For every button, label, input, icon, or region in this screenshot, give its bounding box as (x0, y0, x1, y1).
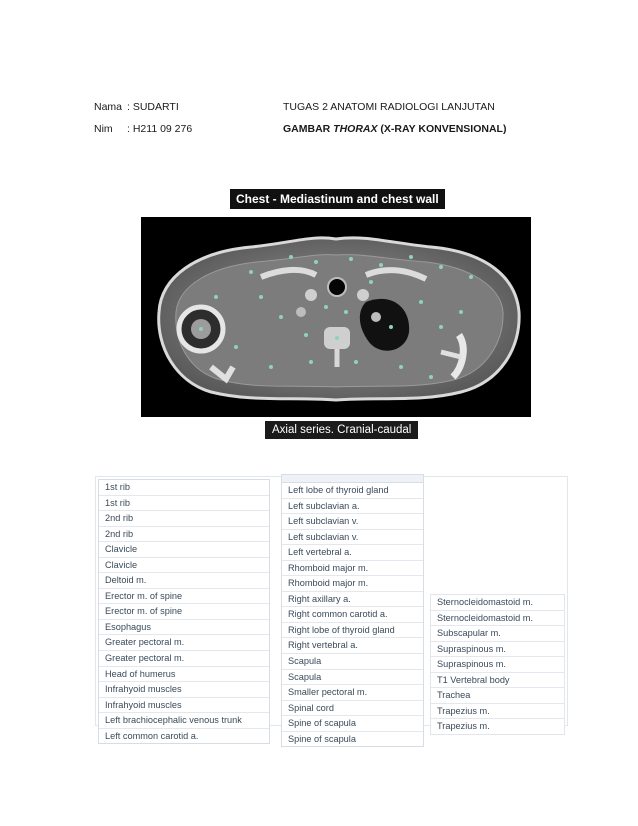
legend-item: Scapula (282, 654, 423, 670)
nim-value: : H211 09 276 (127, 123, 193, 135)
legend-item: Right lobe of thyroid gland (282, 623, 423, 639)
ct-scan-drawing (141, 217, 531, 417)
anatomy-legend-table (95, 476, 568, 744)
legend-item: Greater pectoral m. (99, 635, 269, 651)
legend-item: Rhomboid major m. (282, 561, 423, 577)
document-subtitle (283, 123, 506, 135)
legend-item: Subscapular m. (431, 626, 564, 642)
task-title: TUGAS 2 ANATOMI RADIOLOGI LANJUTAN (283, 101, 495, 113)
legend-item: Sternocleidomastoid m. (431, 611, 564, 627)
subtitle-pre: GAMBAR (283, 123, 334, 135)
scan-caption: Axial series. Cranial-caudal (265, 421, 418, 439)
scan-title: Chest - Mediastinum and chest wall (230, 189, 445, 209)
legend-item: Clavicle (99, 558, 269, 574)
subtitle-post: (X-RAY KONVENSIONAL) (377, 123, 507, 135)
legend-item: T1 Vertebral body (431, 673, 564, 689)
legend-item: 2nd rib (99, 527, 269, 543)
nim-label: Nim (94, 123, 113, 135)
legend-item: Esophagus (99, 620, 269, 636)
legend-item: 1st rib (99, 496, 269, 512)
legend-item: Spine of scapula (282, 716, 423, 732)
legend-item: Supraspinous m. (431, 657, 564, 673)
legend-column-1 (98, 479, 270, 744)
legend-item: 1st rib (99, 480, 269, 496)
legend-item: Head of humerus (99, 667, 269, 683)
legend-item: Left subclavian v. (282, 530, 423, 546)
legend-item: 2nd rib (99, 511, 269, 527)
legend-item: Left common carotid a. (105, 730, 199, 741)
legend-item: Supraspinous m. (431, 642, 564, 658)
legend-item: Scapula (282, 670, 423, 686)
legend-item: Left brachiocephalic venous trunk (99, 713, 269, 729)
legend-item: Right vertebral a. (282, 638, 423, 654)
legend-item: Spinal cord (282, 701, 423, 717)
legend-item: Trapezius m. (431, 704, 564, 720)
legend-item: Left lobe of thyroid gland (282, 483, 423, 499)
legend-item: Trapezius m. (437, 721, 490, 732)
legend-column-3 (430, 594, 565, 735)
legend-item: Left subclavian a. (282, 499, 423, 515)
legend-item: Left vertebral a. (282, 545, 423, 561)
legend-item: Infrahyoid muscles (99, 698, 269, 714)
legend-item: Spine of scapula (288, 733, 356, 744)
ct-scan-image (141, 217, 531, 417)
legend-item: Trachea (431, 688, 564, 704)
legend-item: Clavicle (99, 542, 269, 558)
legend-item: Greater pectoral m. (99, 651, 269, 667)
subtitle-emphasis: THORAX (333, 123, 378, 135)
legend-item: Deltoid m. (99, 573, 269, 589)
legend-item: Right common carotid a. (282, 607, 423, 623)
legend-item: Sternocleidomastoid m. (431, 595, 564, 611)
legend-item: Infrahyoid muscles (99, 682, 269, 698)
legend-column-2 (281, 474, 424, 747)
legend-item: Left subclavian v. (282, 514, 423, 530)
nama-value: : SUDARTI (127, 101, 179, 113)
legend-item: Erector m. of spine (99, 604, 269, 620)
nama-label: Nama (94, 101, 123, 113)
legend-item: Rhomboid major m. (282, 576, 423, 592)
legend-item: Erector m. of spine (99, 589, 269, 605)
legend-item: Smaller pectoral m. (282, 685, 423, 701)
legend-item: Right axillary a. (282, 592, 423, 608)
